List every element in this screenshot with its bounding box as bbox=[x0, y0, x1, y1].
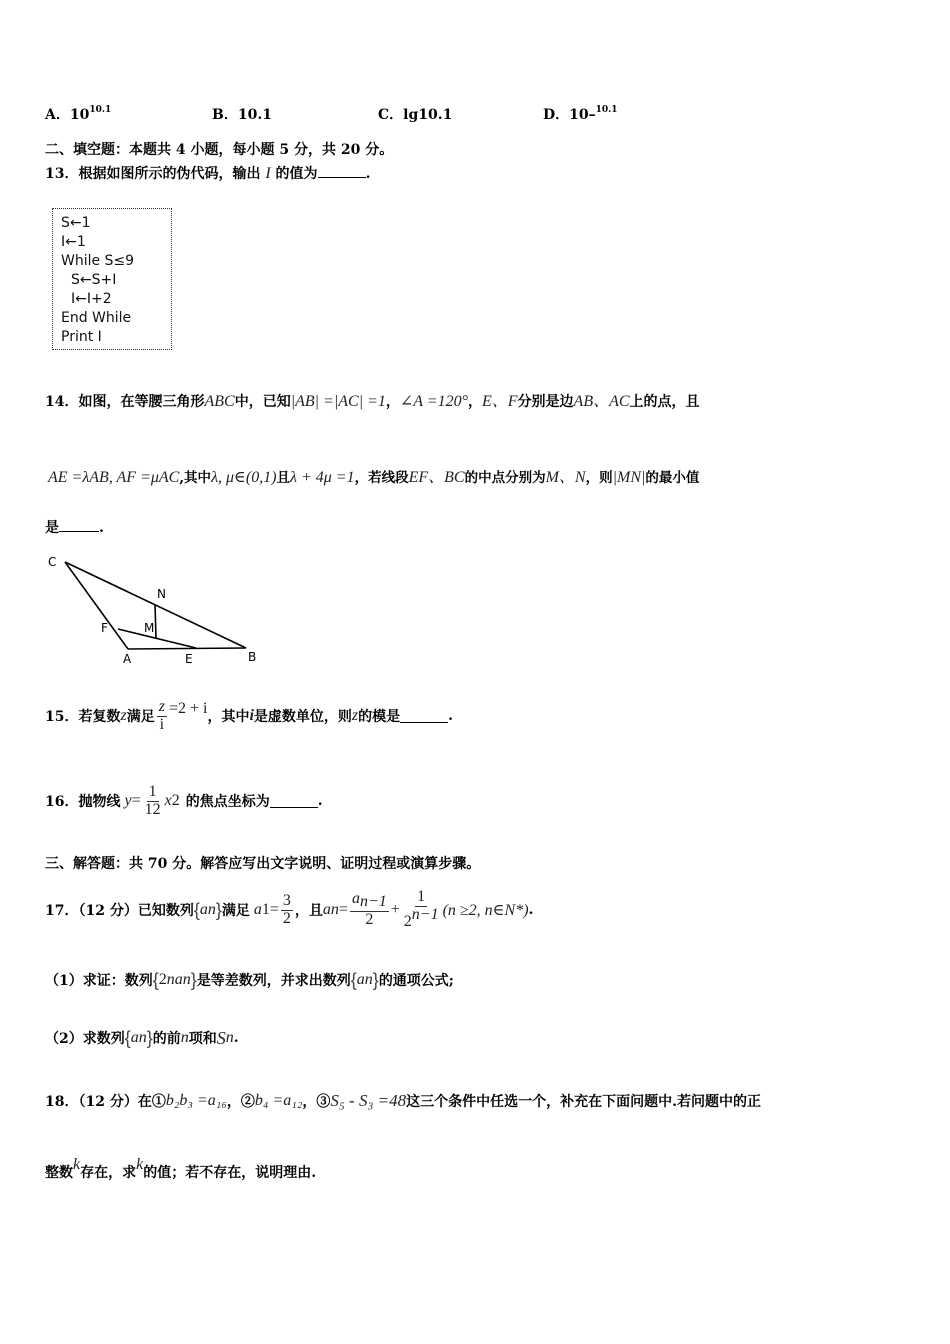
fraction-a-n-1-over-2: $\frac{a_{n-1}}{2}$ bbox=[351, 890, 387, 928]
label-b: B bbox=[248, 650, 257, 664]
section-heading-fill-in: 二、填空题：本题共 4 小题，每小题 5 分，共 20 分。 bbox=[45, 142, 394, 158]
question-18-line-2: 整数 k 存在，求 k 的值；若不存在，说明理由. bbox=[45, 1156, 317, 1181]
option-b: B．10.1 bbox=[212, 107, 272, 123]
segment-mn bbox=[155, 604, 156, 638]
label-c: C bbox=[48, 555, 57, 569]
question-14-line-2: AE =λAB, AF =μAC,其中λ, μ∈(0,1)且λ + 4μ =1，若线段EF、BC的中点分别为M、N，则|MN|的最小值 bbox=[48, 469, 700, 486]
question-17-part-2: （2）求数列 { a n } 的前 n 项和 S n . bbox=[45, 1027, 239, 1048]
triangle-figure bbox=[40, 550, 280, 670]
option-a: A．$10^{10.1}$ bbox=[45, 105, 112, 123]
segment-ef bbox=[118, 629, 196, 648]
question-14-line-3: 是 . bbox=[45, 520, 104, 536]
fraction-1-over-2-pow: $\frac{1}{2^{n-1}}$ bbox=[403, 888, 439, 930]
label-e: E bbox=[185, 652, 193, 666]
label-f: F bbox=[101, 621, 108, 635]
answer-blank[interactable] bbox=[59, 519, 99, 532]
fraction-1-over-12: $\frac{1}{12}$ bbox=[144, 782, 161, 818]
label-n: N bbox=[157, 587, 166, 601]
section-heading-solutions: 三、解答题：共 70 分。解答应写出文字说明、证明过程或演算步骤。 bbox=[45, 856, 481, 872]
label-m: M bbox=[144, 621, 155, 635]
code-line: I←I+2 bbox=[71, 291, 112, 307]
question-14-line-1: 14．如图，在等腰三角形ABC中，已知|AB| =|AC| =1，∠A =120°，E、F分别是边AB、AC上的点，且 bbox=[45, 393, 700, 410]
question-15: 15．若复数 z 满足 $\frac{z}{i}$ =2 + i ，其中 i 是虚数单位，则 z 的模是 . bbox=[45, 697, 454, 733]
label-a: A bbox=[123, 652, 132, 666]
option-c: C．lg10.1 bbox=[378, 107, 453, 123]
question-17-part-1: （1）求证：数列 { 2 n a n } 是等差数列，并求出数列 { a n } 的通项公式; bbox=[45, 969, 454, 990]
question-16: 16．抛物线 y = $\frac{1}{12}$ x 2 的焦点坐标为 . bbox=[45, 782, 323, 818]
fraction-3-over-2: $\frac{3}{2}$ bbox=[282, 891, 291, 927]
fraction-z-over-i: $\frac{z}{i}$ bbox=[158, 697, 165, 733]
option-d: D．10–$^{10.1}$ bbox=[543, 105, 618, 123]
answer-blank[interactable] bbox=[400, 710, 448, 723]
answer-blank[interactable] bbox=[270, 795, 318, 808]
question-13: 13．根据如图所示的伪代码，输出 I 的值为 . bbox=[45, 165, 371, 182]
code-line: End While bbox=[61, 310, 132, 326]
answer-blank[interactable] bbox=[318, 165, 366, 178]
question-18-line-1: 18．（12 分）在① b₂b₃ =a₁₆ ，② b₄ =a₁₂ ，③ S₅ - S₃ =48 这三个条件中任选一个，补充在下面问题中.若问题中的正 bbox=[45, 1091, 761, 1110]
side-ab bbox=[128, 648, 246, 649]
code-line: Print I bbox=[61, 329, 102, 345]
code-line: While S≤9 bbox=[61, 253, 135, 269]
pseudocode-box bbox=[52, 208, 172, 350]
code-line: S←1 bbox=[61, 215, 91, 231]
code-line: I←1 bbox=[61, 234, 86, 250]
side-ca bbox=[65, 562, 128, 649]
code-line: S←S+I bbox=[71, 272, 117, 288]
question-17: 17．（12 分）已知数列 { a n } 满足 a 1 = $\frac{3}{2}$ ，且 a n = $\frac{a_{n-1}}{2}$ + $\frac{1}{2^{n-1}}$ (n ≥2, n∈N*) . bbox=[45, 888, 534, 930]
